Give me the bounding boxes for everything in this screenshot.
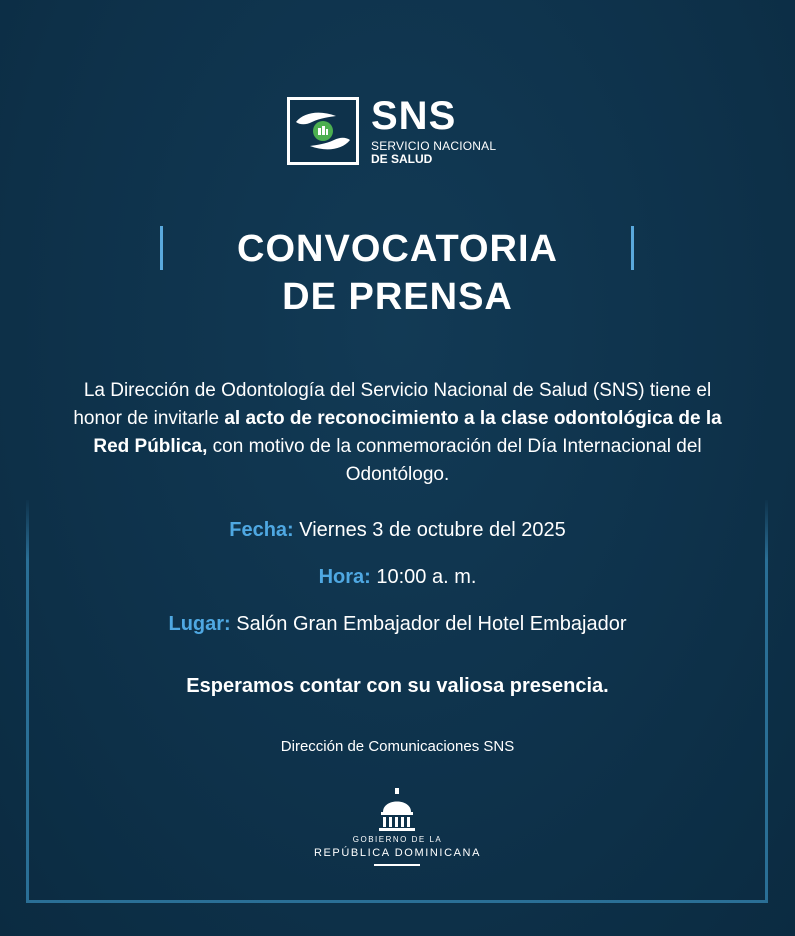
- logo-name: SNS: [371, 94, 457, 138]
- rest-text: con motivo de la conmemoración del Día Internacional del Odontólogo.: [207, 436, 702, 485]
- title-line-1: CONVOCATORIA: [237, 228, 558, 270]
- government-line-1: GOBIERNO DE LA: [352, 835, 443, 844]
- department-text: Dirección de Comunicaciones SNS: [280, 738, 515, 755]
- title-line-2: DE PRENSA: [282, 276, 513, 318]
- time-label: Hora:: [318, 566, 371, 588]
- decorative-frame: [26, 500, 768, 903]
- date-value: Viernes 3 de octubre del 2025: [293, 519, 566, 541]
- date-label: Fecha:: [229, 519, 294, 541]
- closing-text: Esperamos contar con su valiosa presencia.: [186, 675, 609, 697]
- invitation-paragraph: [60, 377, 735, 489]
- bold-text: al acto de reconocimiento a la clase odontológica de la Red Pública,: [93, 408, 722, 457]
- place-value: Salón Gran Embajador del Hotel Embajador: [230, 613, 627, 635]
- intro-text: La Dirección de Odontología del Servicio Nacional de Salud (SNS) tiene el honor de invitarle: [73, 380, 712, 429]
- sns-logo-icon: [287, 97, 359, 165]
- logo-subtitle-1: SERVICIO NACIONAL: [371, 139, 497, 153]
- logo-subtitle-2: DE SALUD: [371, 152, 433, 166]
- sns-logo: [287, 96, 496, 165]
- time-value: 10:00 a. m.: [370, 566, 477, 588]
- place-label: Lugar:: [168, 613, 231, 635]
- government-line-2: REPÚBLICA DOMINICANA: [313, 847, 482, 859]
